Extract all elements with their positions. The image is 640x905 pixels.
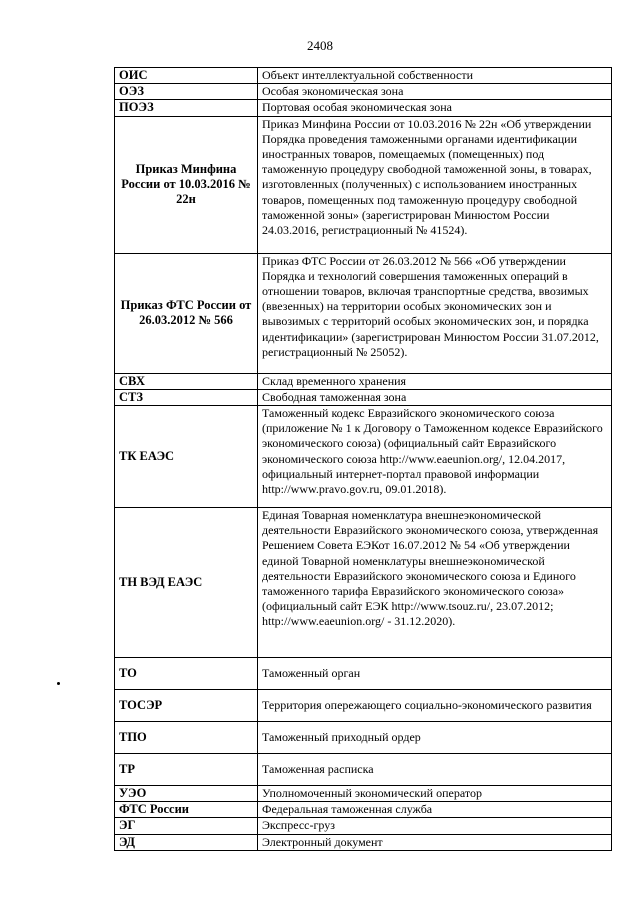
definition-cell: Таможенная расписка bbox=[258, 754, 612, 786]
table-row bbox=[115, 722, 612, 754]
table-row bbox=[115, 658, 612, 690]
table-row bbox=[115, 68, 612, 84]
table-row bbox=[115, 754, 612, 786]
term-cell: ПОЭЗ bbox=[115, 100, 258, 116]
definition-cell: Таможенный приходный ордер bbox=[258, 722, 612, 754]
table-row bbox=[115, 834, 612, 850]
term-cell: СТЗ bbox=[115, 389, 258, 405]
definition-cell: Объект интеллектуальной собственности bbox=[258, 68, 612, 84]
term-cell: ТПО bbox=[115, 722, 258, 754]
table-row bbox=[115, 253, 612, 373]
definition-cell: Свободная таможенная зона bbox=[258, 389, 612, 405]
term-cell: СВХ bbox=[115, 373, 258, 389]
table-row bbox=[115, 100, 612, 116]
table-row bbox=[115, 508, 612, 658]
term-cell: ОИС bbox=[115, 68, 258, 84]
definition-cell: Портовая особая экономическая зона bbox=[258, 100, 612, 116]
definition-cell: Федеральная таможенная служба bbox=[258, 802, 612, 818]
table-row bbox=[115, 406, 612, 508]
term-cell: ОЭЗ bbox=[115, 84, 258, 100]
definition-cell: Приказ ФТС России от 26.03.2012 № 566 «Об утверждении Порядка и технологий совершения таможенных операций в отношении товаров, включая транспортные средства, ввозимых (ввезенных) на территории особых экономических зон и вывозимых с территорий особых экономических зон, и порядка идентификации» (зарегистрирован Минюстом России 31.07.2012, регистрационный № 25052). bbox=[258, 253, 612, 373]
table-row bbox=[115, 84, 612, 100]
term-cell: ЭГ bbox=[115, 818, 258, 834]
term-cell: ТН ВЭД ЕАЭС bbox=[115, 508, 258, 658]
term-cell: Приказ Минфина России от 10.03.2016 № 22н bbox=[115, 116, 258, 253]
definition-cell: Особая экономическая зона bbox=[258, 84, 612, 100]
definition-cell: Электронный документ bbox=[258, 834, 612, 850]
term-cell: ТК ЕАЭС bbox=[115, 406, 258, 508]
term-cell: УЭО bbox=[115, 786, 258, 802]
abbreviations-table bbox=[114, 67, 612, 851]
definition-cell: Уполномоченный экономический оператор bbox=[258, 786, 612, 802]
term-cell: ТР bbox=[115, 754, 258, 786]
table-row bbox=[115, 786, 612, 802]
table-row bbox=[115, 389, 612, 405]
scan-speck bbox=[57, 682, 60, 685]
definition-cell: Приказ Минфина России от 10.03.2016 № 22н «Об утверждении Порядка проведения таможенными органами идентификации иностранных товаров, помещаемых (помещенных) под таможенную процедуру свободной таможенной зоны, в товарах, изготовленных (полученных) с использованием иностранных товаров, помещенных под таможенную процедуру свободной таможенной зоны» (зарегистрирован Минюстом России 24.03.2016, регистрационный № 41524). bbox=[258, 116, 612, 253]
page-number: 2408 bbox=[307, 38, 333, 53]
table-row bbox=[115, 690, 612, 722]
table-row bbox=[115, 373, 612, 389]
term-cell: ФТС России bbox=[115, 802, 258, 818]
term-cell: Приказ ФТС России от 26.03.2012 № 566 bbox=[115, 253, 258, 373]
term-cell: ТО bbox=[115, 658, 258, 690]
definition-cell: Территория опережающего социально-экономического развития bbox=[258, 690, 612, 722]
term-cell: ЭД bbox=[115, 834, 258, 850]
term-cell: ТОСЭР bbox=[115, 690, 258, 722]
definition-cell: Единая Товарная номенклатура внешнеэкономической деятельности Евразийского экономического союза, утвержденная Решением Совета ЕЭКот 16.07.2012 № 54 «Об утверждении единой Товарной номенклатуры внешнеэкономической деятельности Евразийского экономического союза и Единого таможенного тарифа Евразийского экономического союза» (официальный сайт ЕЭК http://www.tsouz.ru/, 23.07.2012; http://www.eaeunion.org/ - 31.12.2020). bbox=[258, 508, 612, 658]
table-row bbox=[115, 802, 612, 818]
definition-cell: Экспресс-груз bbox=[258, 818, 612, 834]
definition-cell: Склад временного хранения bbox=[258, 373, 612, 389]
table-row bbox=[115, 818, 612, 834]
table-row bbox=[115, 116, 612, 253]
definition-cell: Таможенный орган bbox=[258, 658, 612, 690]
definition-cell: Таможенный кодекс Евразийского экономического союза (приложение № 1 к Договору о Таможенном кодексе Евразийского экономического союза) (официальный сайт Евразийского экономического союза http://www.eaeunion.org/, 12.04.2017, официальный интернет-портал правовой информации http://www.pravo.gov.ru, 09.01.2018). bbox=[258, 406, 612, 508]
